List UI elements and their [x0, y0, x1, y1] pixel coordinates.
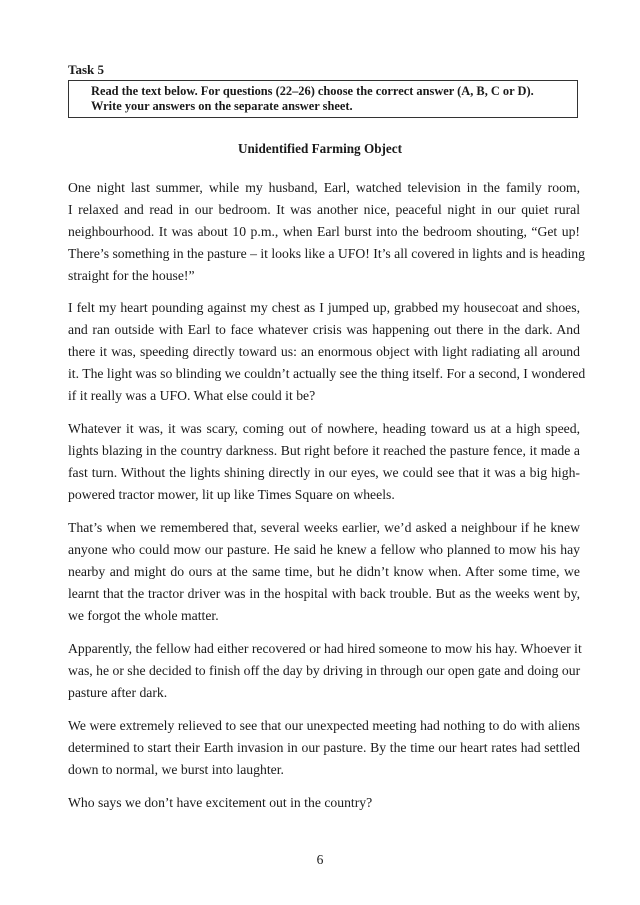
story-paragraph-1 [68, 177, 585, 287]
text-line: there it was, speeding directly toward us: an enormous object with light radiating all around [68, 344, 580, 359]
text-line: Whatever it was, it was scary, coming out of nowhere, heading toward us at a high speed, [68, 421, 580, 436]
text-line: That’s when we remembered that, several weeks earlier, we’d asked a neighbour if he knew [68, 520, 580, 535]
text-line: One night last summer, while my husband, Earl, watched television in the family room, [68, 180, 580, 195]
text-line: pasture after dark. [68, 685, 168, 700]
text-line: was, he or she decided to finish off the day by driving in through our open gate and doing our [68, 663, 581, 678]
text-line: determined to start their Earth invasion in our pasture. By the time our heart rates had settled [68, 740, 580, 755]
text-line: There’s something in the pasture – it looks like a UFO! It’s all covered in lights and is heading [68, 246, 585, 261]
text-line: lights blazing in the country darkness. But right before it reached the pasture fence, it made a [68, 443, 580, 458]
instruction-box [68, 80, 578, 118]
story-title: Unidentified Farming Object [237, 141, 403, 156]
text-line: powered tractor mower, lit up like Times Square on wheels. [68, 487, 395, 502]
text-line: it. The light was so blinding we couldn’t actually see the thing itself. For a second, I wondered [68, 366, 586, 381]
text-line: down to normal, we burst into laughter. [68, 762, 284, 777]
task-label: Task 5 [68, 62, 105, 77]
text-line: nearby and might do ours at the same time, but he didn’t know when. After some time, we [68, 564, 580, 579]
story-paragraph-3 [68, 418, 580, 506]
text-line: Apparently, the fellow had either recovered or had hired someone to mow his hay. Whoever it [68, 641, 582, 656]
page-number: 6 [316, 852, 324, 867]
instruction-line: Read the text below. For questions (22–26) choose the correct answer (A, B, C or D). [91, 84, 534, 98]
text-line: I felt my heart pounding against my chest as I jumped up, grabbed my housecoat and shoes, [68, 300, 580, 315]
story-paragraph-7 [68, 792, 580, 814]
instruction-line: Write your answers on the separate answer sheet. [91, 99, 353, 113]
text-line: We were extremely relieved to see that our unexpected meeting had nothing to do with aliens [68, 718, 580, 733]
text-line: anyone who could mow our pasture. He said he knew a fellow who planned to mow his hay [68, 542, 580, 557]
text-line: straight for the house!” [68, 268, 195, 283]
text-line: if it really was a UFO. What else could it be? [68, 388, 316, 403]
text-line: I relaxed and read in our bedroom. It was another nice, peaceful night in our quiet rural [68, 202, 580, 217]
story-paragraph-6 [68, 715, 580, 781]
story-paragraph-2 [68, 297, 586, 407]
story-paragraph-4 [68, 517, 580, 627]
text-line: neighbourhood. It was about 10 p.m., when Earl burst into the bedroom shouting, “Get up! [68, 224, 580, 239]
text-line: learnt that the tractor driver was in the hospital with back trouble. But as the weeks went by, [68, 586, 580, 601]
text-line: we forgot the whole matter. [68, 608, 219, 623]
text-line: fast turn. Without the lights shining directly in our eyes, we could see that it was a big high- [68, 465, 580, 480]
text-line: and ran outside with Earl to face whatever crisis was happening out there in the dark. And [68, 322, 580, 337]
text-line: Who says we don’t have excitement out in the country? [68, 795, 373, 810]
story-paragraph-5 [68, 638, 580, 704]
